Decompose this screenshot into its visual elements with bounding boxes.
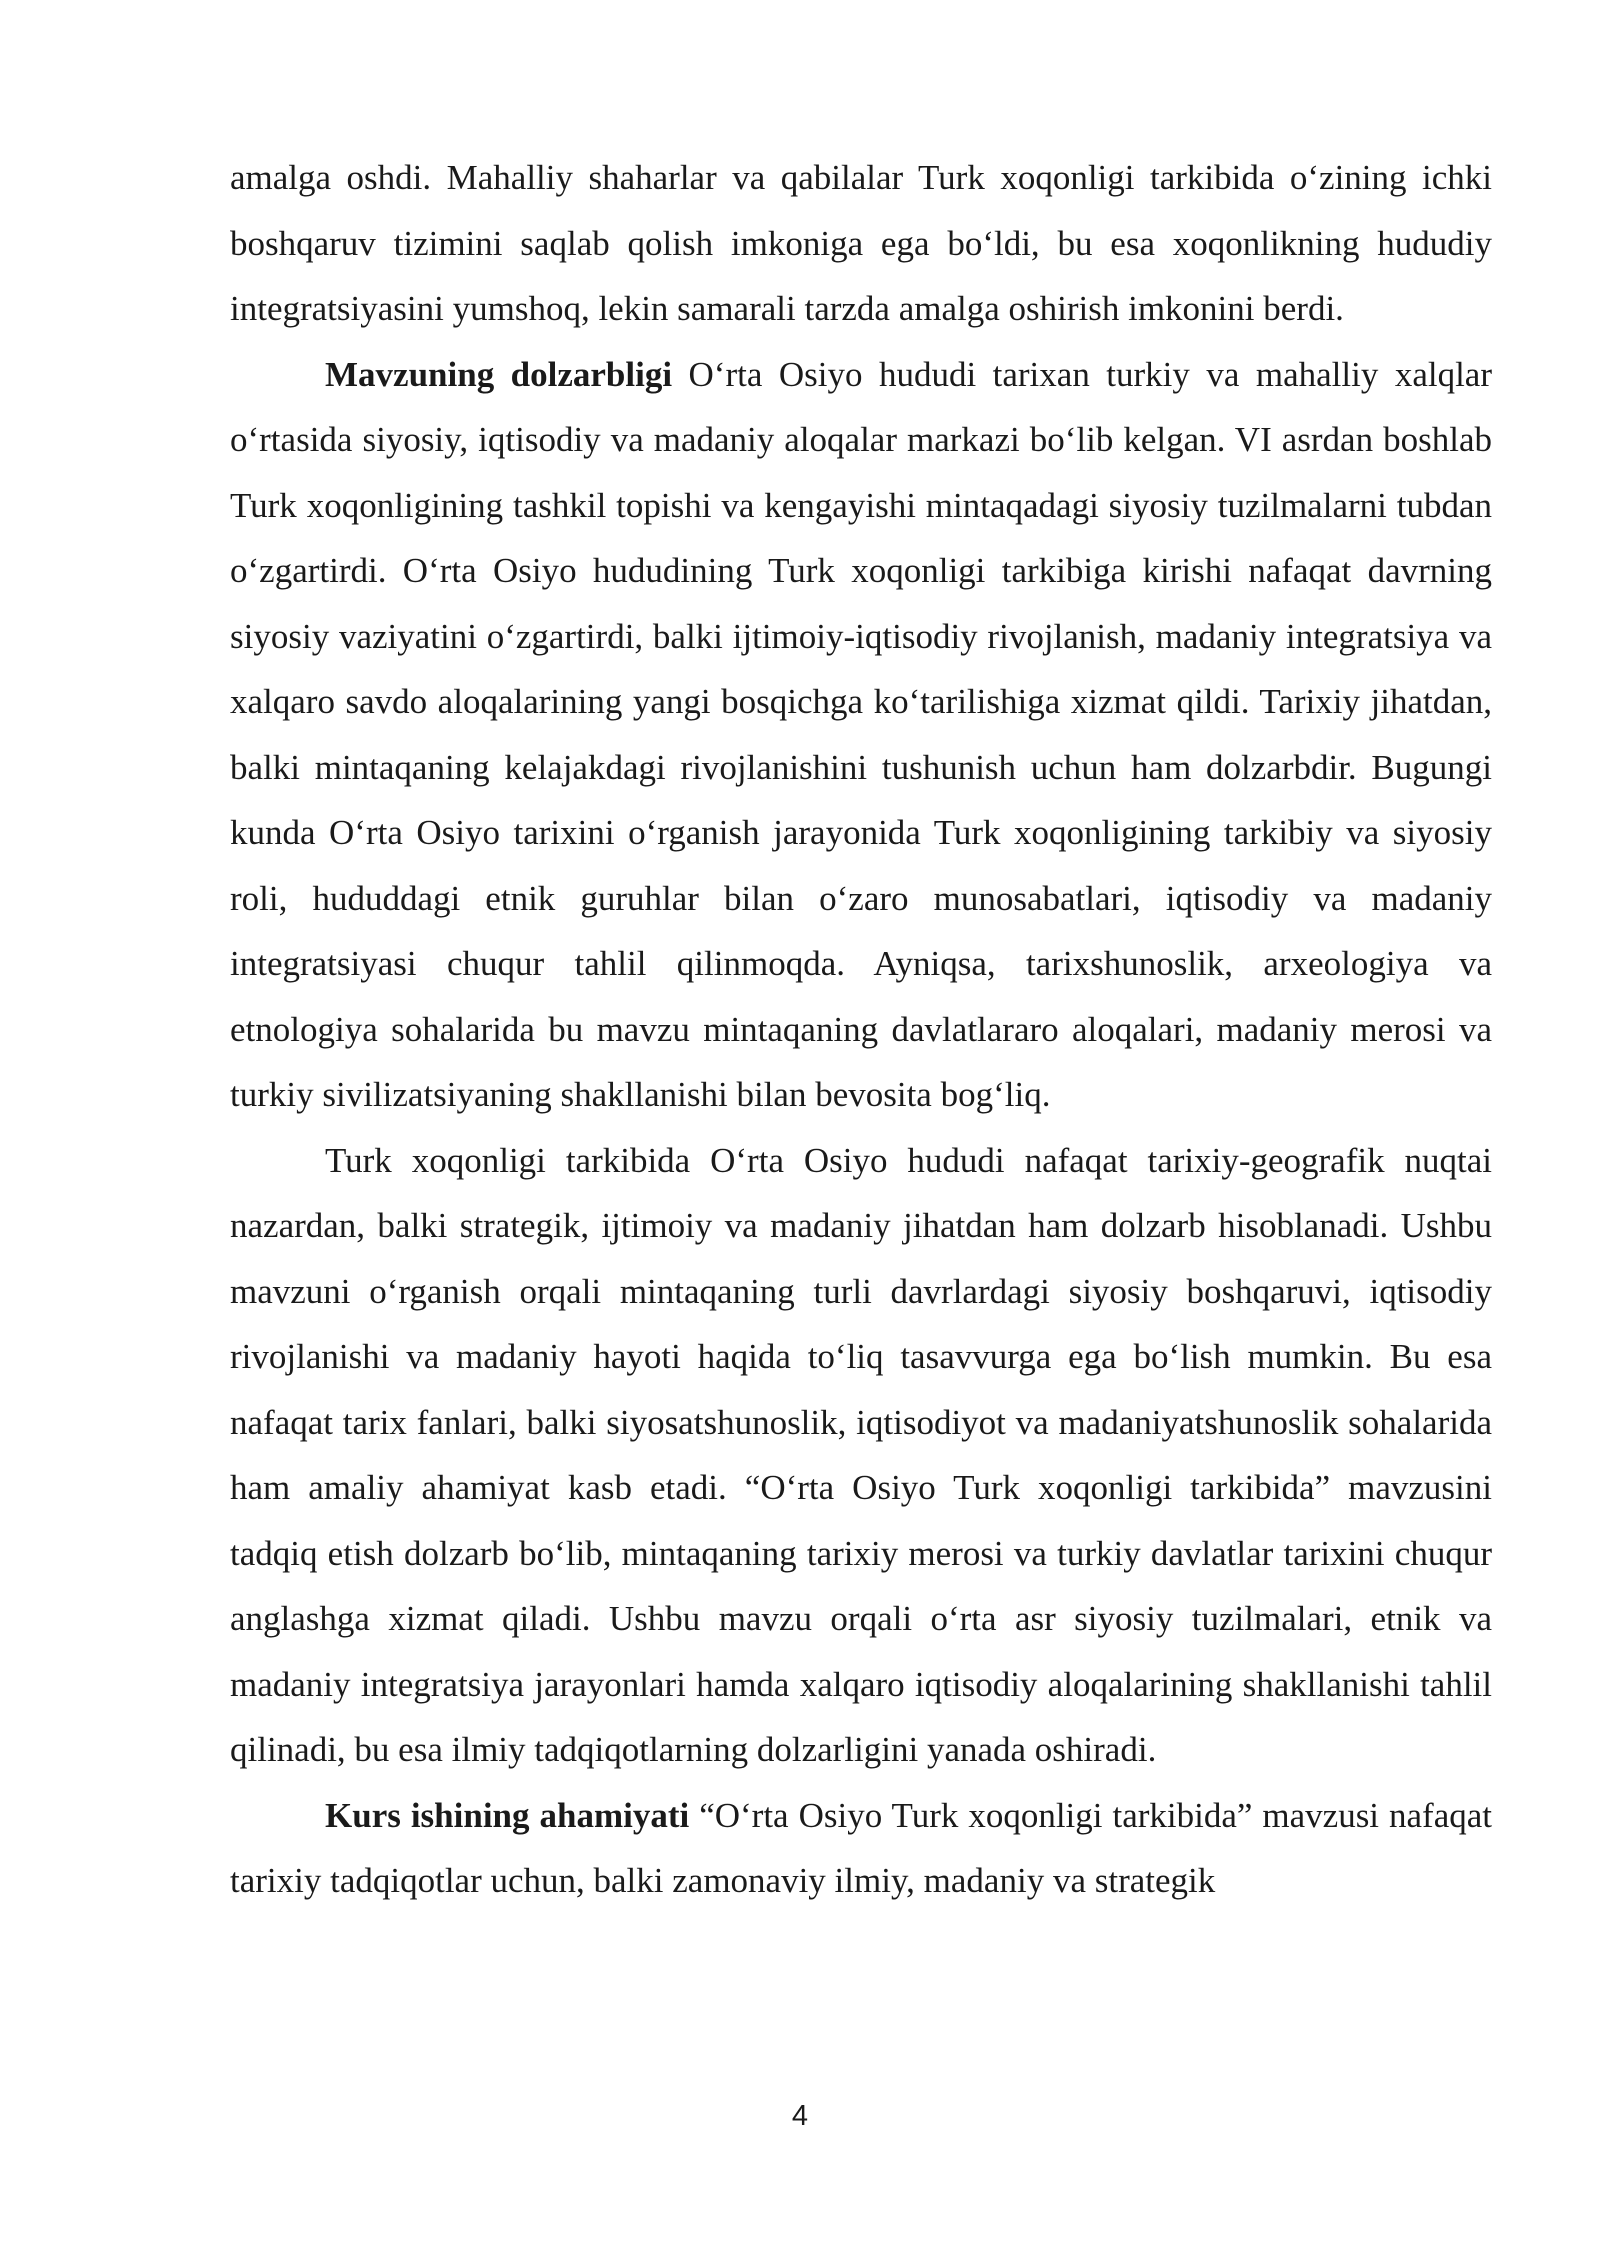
section-heading-significance: Kurs ishining ahamiyati	[325, 1795, 690, 1835]
paragraph-relevance	[230, 342, 1492, 1128]
document-body	[230, 145, 1492, 1914]
paragraph-text: amalga oshdi. Mahalliy shaharlar va qabilalar Turk xoqonligi tarkibida o‘zining ichki boshqaruv tizimini saqlab qolish imkoniga ega bo‘ldi, bu esa xoqonlikning hududiy integratsiyasini yumshoq, lekin samarali tarzda amalga oshirish imkonini berdi.	[230, 158, 1492, 328]
section-heading-relevance: Mavzuning dolzarbligi	[325, 354, 673, 394]
page-number: 4	[791, 2100, 809, 2132]
paragraph-body	[230, 1128, 1492, 1783]
paragraph-text: O‘rta Osiyo hududi tarixan turkiy va mahalliy xalqlar o‘rtasida siyosiy, iqtisodiy va madaniy aloqalar markazi bo‘lib kelgan. VI asrdan boshlab Turk xoqonligining tashkil topishi va kengayishi mintaqadagi siyosiy tuzilmalarni tubdan o‘zgartirdi. O‘rta Osiyo hududining Turk xoqonligi tarkibiga kirishi nafaqat davrning siyosiy vaziyatini o‘zgartirdi, balki ijtimoiy-iqtisodiy rivojlanish, madaniy integratsiya va xalqaro savdo aloqalarining yangi bosqichga ko‘tarilishiga xizmat qildi. Tarixiy jihatdan, balki mintaqaning kelajakdagi rivojlanishini tushunish uchun ham dolzarbdir. Bugungi kunda O‘rta Osiyo tarixini o‘rganish jarayonida Turk xoqonligining tarkibiy va siyosiy roli, hududdagi etnik guruhlar bilan o‘zaro munosabatlari, iqtisodiy va madaniy integratsiyasi chuqur tahlil qilinmoqda. Ayniqsa, tarixshunoslik, arxeologiya va etnologiya sohalarida bu mavzu mintaqaning davlatlararo aloqalari, madaniy merosi va turkiy sivilizatsiyaning shakllanishi bilan bevosita bog‘liq.	[230, 354, 1492, 1114]
paragraph-text: Turk xoqonligi tarkibida O‘rta Osiyo hududi nafaqat tarixiy-geografik nuqtai nazardan, balki strategik, ijtimoiy va madaniy jihatdan ham dolzarb hisoblanadi. Ushbu mavzuni o‘rganish orqali mintaqaning turli davrlardagi siyosiy boshqaruvi, iqtisodiy rivojlanishi va madaniy hayoti haqida to‘liq tasavvurga ega bo‘lish mumkin. Bu esa nafaqat tarix fanlari, balki siyosatshunoslik, iqtisodiyot va madaniyatshunoslik sohalarida ham amaliy ahamiyat kasb etadi. “O‘rta Osiyo Turk xoqonligi tarkibida” mavzusini tadqiq etish dolzarb bo‘lib, mintaqaning tarixiy merosi va turkiy davlatlar tarixini chuqur anglashga xizmat qiladi. Ushbu mavzu orqali o‘rta asr siyosiy tuzilmalari, etnik va madaniy integratsiya jarayonlari hamda xalqaro iqtisodiy aloqalarining shakllanishi tahlil qilinadi, bu esa ilmiy tadqiqotlarning dolzarligini yanada oshiradi.	[230, 1140, 1492, 1769]
paragraph-text: “O‘rta Osiyo Turk xoqonligi tarkibida” mavzusi nafaqat tarixiy tadqiqotlar uchun, balki zamonaviy ilmiy, madaniy va strategik	[230, 1795, 1492, 1900]
paragraph-continuation	[230, 145, 1492, 342]
paragraph-significance	[230, 1783, 1492, 1914]
